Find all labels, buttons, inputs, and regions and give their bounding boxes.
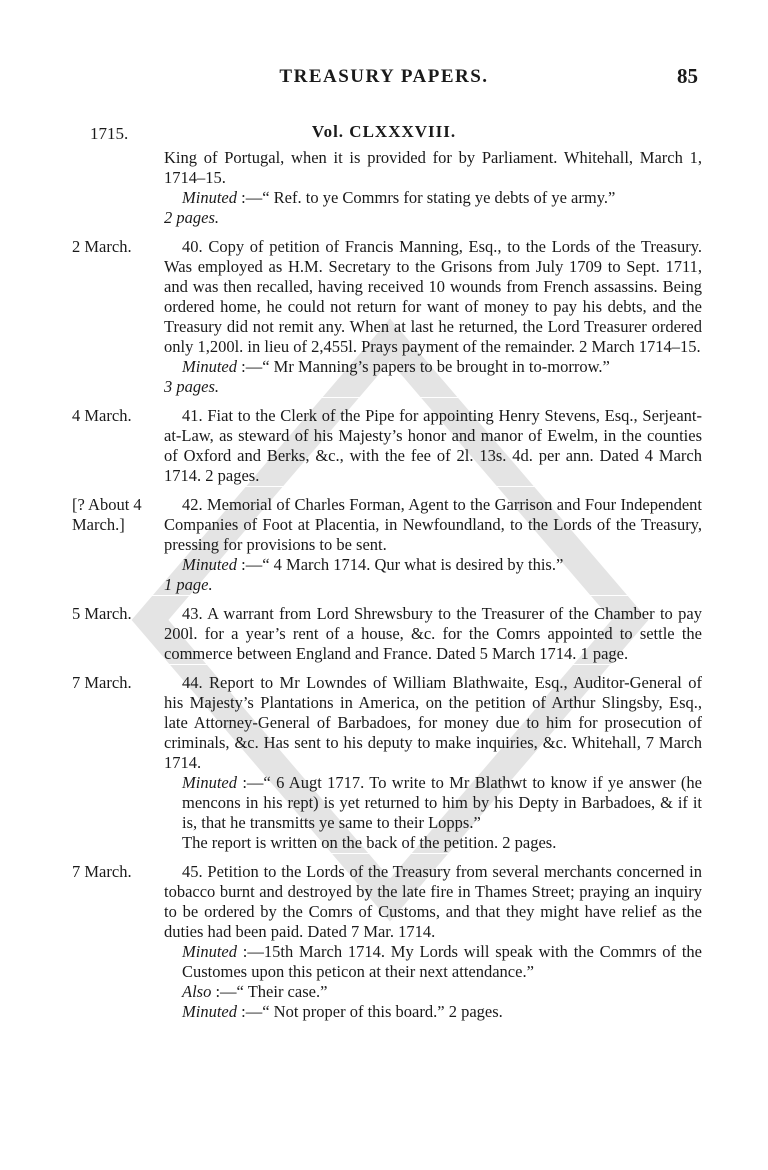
calendar-entry (72, 673, 702, 854)
calendar-entry (72, 862, 702, 1023)
entry-paragraph: 42. Memorial of Charles Forman, Agent to the Garrison and Four Independent Companies of Foot at Placentia, in Newfoundland, to the Lords of the Treasury, pressing for provisions to be sent. (164, 495, 702, 554)
page-number: 85 (677, 64, 698, 88)
minute-label: Minuted (182, 357, 237, 376)
minute-label: Minuted (182, 188, 237, 207)
entry-date: 2 March. (72, 237, 132, 256)
entry-minute (164, 773, 702, 833)
minute-text: :—15th March 1714. My Lords will speak with the Commrs of the Customes upon this peticon at their next attendance.” (182, 942, 702, 981)
minute-text: :—“ 4 March 1714. Qur what is desired by this.” (237, 555, 564, 574)
entry-body (164, 148, 702, 228)
minute-text: :—“ Mr Manning’s papers to be brought in to-morrow.” (237, 357, 610, 376)
entry-paragraph: 41. Fiat to the Clerk of the Pipe for appointing Henry Stevens, Esq., Serjeant-at-Law, as steward of his Majesty’s honor and manor of Ewelm, in the counties of Oxford and Berks, &c., with the fee of 2l. 13s. 4d. per ann. Dated 4 March 1714. 2 pages. (164, 406, 702, 485)
entry-minute (164, 555, 702, 575)
entry-body (164, 237, 702, 397)
calendar-entry (72, 495, 702, 596)
minute-text: :—“ 6 Augt 1717. To write to Mr Blathwt to know if ye answer (he mencons in his rept) is yet returned to him by his Depty in Barbadoes, & if it is, that he transmitts ye same to their Lopps.” (182, 773, 702, 832)
entry-minute (164, 982, 702, 1002)
entry-date (72, 148, 164, 228)
volume-label: Vol. CLXXXVIII. (311, 122, 457, 141)
minute-label: Minuted (182, 1002, 237, 1021)
entry-page-count: 2 pages. (164, 208, 219, 227)
entry-minute (164, 188, 702, 208)
entry-date: 7 March. (72, 673, 132, 692)
entry-body (164, 673, 702, 853)
entry-page-count: 1 page. (164, 575, 213, 594)
entry-minute (164, 942, 702, 982)
entry-date: 4 March. (72, 406, 132, 425)
entry-minute (164, 357, 702, 377)
entry-date: 7 March. (72, 862, 132, 881)
minute-label: Minuted (182, 555, 237, 574)
calendar-entry (72, 237, 702, 398)
minute-text: :—“ Their case.” (211, 982, 328, 1001)
minute-label: Also (182, 982, 212, 1001)
calendar-entry (72, 604, 702, 665)
entry-paragraph: 44. Report to Mr Lowndes of William Blathwaite, Esq., Auditor-General of his Majesty’s Plantations in America, on the petition of Arthur Slingsby, Esq., late Attorney-General of Barbadoes, for money due to him for prosecution of criminals, &c. Has sent to his deputy to make inquiries, &c. Whitehall, 7 March 1714. (164, 673, 702, 772)
entry-note: The report is written on the back of the petition. 2 pages. (182, 833, 557, 852)
minute-text: :—“ Not proper of this board.” 2 pages. (237, 1002, 503, 1021)
entry-date: 5 March. (72, 604, 132, 623)
entry-paragraph: 40. Copy of petition of Francis Manning, Esq., to the Lords of the Treasury. Was employed as H.M. Secretary to the Grisons from July 1709 to Sept. 1711, and was then recalled, having received 10 wounds from French assassins. Being ordered home, he could not return for want of money to pay his debts, and the Treasury did not remit any. When at last he returned, the Lord Treasurer ordered only 1,200l. in lieu of 2,455l. Prays payment of the remainder. 2 March 1714–15. (164, 237, 702, 356)
entry-minute (164, 1002, 702, 1022)
entry-paragraph: King of Portugal, when it is provided for by Parliament. Whitehall, March 1, 1714–15. (164, 148, 702, 187)
entry-body (164, 604, 702, 664)
minute-text: :—“ Ref. to ye Commrs for stating ye debts of ye army.” (237, 188, 616, 207)
entry-body (164, 495, 702, 595)
entry-date: [? About 4 March.] (72, 495, 142, 534)
calendar-entry (72, 406, 702, 487)
entry-paragraph: 45. Petition to the Lords of the Treasury from several merchants concerned in tobacco burnt and destroyed by the late fire in Thames Street; praying an inquiry to be ordered by the Comrs of Customs, and that they might have relief as the duties had been paid. Dated 7 Mar. 1714. (164, 862, 702, 941)
entry-paragraph: 43. A warrant from Lord Shrewsbury to the Treasurer of the Chamber to pay 200l. for a year’s rent of a house, &c. for the Comrs appointed to settle the commerce between England and France. Dated 5 March 1714. 1 page. (164, 604, 702, 663)
document-body (72, 148, 702, 1031)
entry-body (164, 862, 702, 1022)
calendar-entry (72, 148, 702, 229)
entry-page-count: 3 pages. (164, 377, 219, 396)
minute-label: Minuted (182, 942, 237, 961)
minute-label: Minuted (182, 773, 237, 792)
entry-body (164, 406, 702, 486)
running-header-title: TREASURY PAPERS. (279, 66, 489, 87)
year-label: 1715. (90, 124, 129, 143)
